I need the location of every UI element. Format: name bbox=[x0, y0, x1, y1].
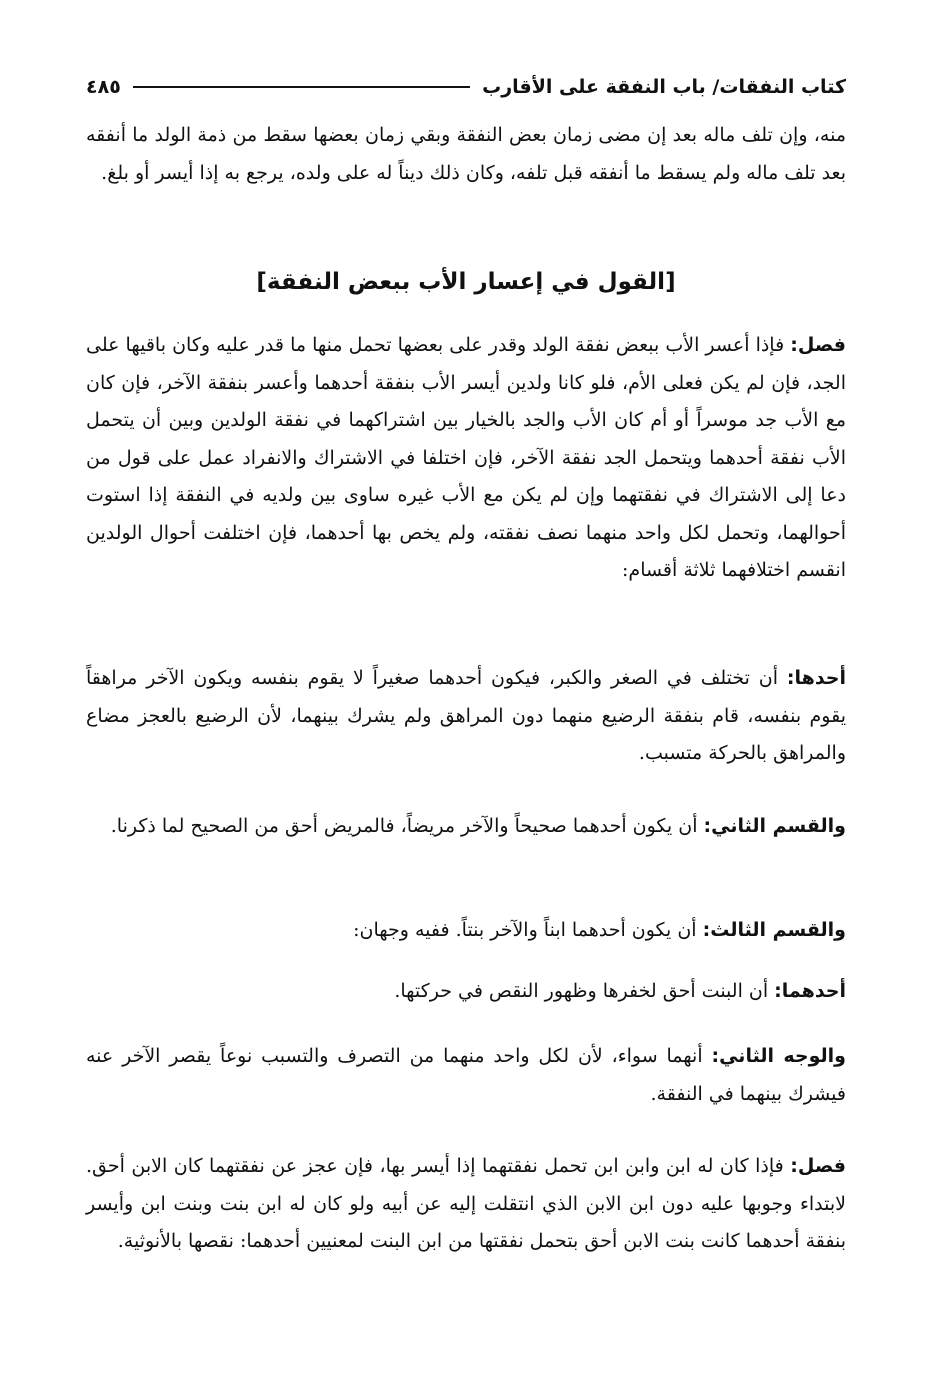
running-header bbox=[86, 70, 846, 104]
paragraph-lead: والقسم الثالث: bbox=[702, 919, 846, 941]
paragraph-text: أن يكون أحدهما صحيحاً والآخر مريضاً، فالمريض أحق من الصحيح لما ذكرنا. bbox=[110, 815, 704, 837]
paragraph-second-case bbox=[86, 808, 846, 846]
paragraph-text: أن البنت أحق لخفرها وظهور النقص في حركتها. bbox=[394, 980, 775, 1002]
paragraph-fasl-2 bbox=[86, 1148, 846, 1261]
paragraph-lead: فصل: bbox=[790, 334, 846, 356]
paragraph-text: فإذا أعسر الأب ببعض نفقة الولد وقدر على بعضها تحمل منها ما قدر عليه وكان باقيها على الجد، فإن لم يكن فعلى الأم، فلو كانا ولدين أيسر الأب بنفقة أحدهما وأعسر بنفقة الآخر، فإن كان مع الأب جد موسراً أو أم كان الأب والجد بالخيار بين اشتراكهما في نفقة الولدين وبين أن يتحمل الأب نفقة أحدهما ويتحمل الجد نفقة الآخر، فإن اختلفا في الاشتراك والانفراد عمل على قول من دعا إلى الاشتراك في نفقتهما وإن لم يكن مع الأب غيره ساوى بين ولديه في النفقة إذا استوت أحوالهما، وتحمل لكل واحد منهما نصف نفقته، ولم يخص بها أحدهما، فإن اختلفت أحوال الولدين انقسم اختلافهما ثلاثة أقسام: bbox=[86, 334, 846, 581]
page-number: ٤٨٥ bbox=[86, 76, 121, 98]
paragraph-lead: أحدها: bbox=[786, 667, 846, 689]
paragraph-lead: أحدهما: bbox=[774, 980, 846, 1002]
paragraph-first-case bbox=[86, 660, 846, 773]
paragraph-third-case bbox=[86, 912, 846, 950]
paragraph-text: أن تختلف في الصغر والكبر، فيكون أحدهما صغيراً لا يقوم بنفسه ويكون الآخر مراهقاً يقوم بنفسه، قام بنفقة الرضيع منهما دون المراهق ولم يشرك بينهما، لأن الرضيع بالعجز مضاع والمراهق بالحركة متسبب. bbox=[86, 667, 846, 764]
book-page bbox=[86, 0, 846, 1375]
section-heading: [القول في إعسار الأب ببعض النفقة] bbox=[256, 269, 676, 295]
paragraph-lead: فصل: bbox=[790, 1155, 846, 1177]
paragraph-first-view bbox=[86, 973, 846, 1011]
paragraph-text: فإذا كان له ابن وابن ابن تحمل نفقتهما إذا أيسر بها، فإن عجز عن نفقتهما كان الابن أحق. لابتداء وجوبها عليه دون ابن الابن الذي انتقلت إليه عن أبيه ولو كان له ابن بنت وبنت ابن وأيسر بنفقة أحدهما كانت بنت الابن أحق بتحمل نفقتها من ابن البنت لمعنيين أحدهما: نقصها بالأنوثية. bbox=[86, 1155, 846, 1252]
header-rule bbox=[133, 86, 470, 88]
paragraph-fasl-1 bbox=[86, 327, 846, 590]
intro-paragraph: منه، وإن تلف ماله بعد إن مضى زمان بعض النفقة وبقي زمان بعضها سقط من ذمة الولد ما أنفقه بعد تلف ماله ولم يسقط ما أنفقه قبل تلفه، وكان ذلك ديناً له على ولده، يرجع به إذا أيسر أو بلغ. bbox=[86, 124, 846, 184]
paragraph-text: أنهما سواء، لأن لكل واحد منهما من التصرف والتسبب نوعاً يقصر الآخر عنه فيشرك بينهما في النفقة. bbox=[86, 1045, 846, 1105]
header-title: كتاب النفقات/ باب النفقة على الأقارب bbox=[482, 76, 846, 98]
paragraph-text: أن يكون أحدهما ابناً والآخر بنتاً. ففيه وجهان: bbox=[353, 919, 703, 941]
paragraph-lead: والقسم الثاني: bbox=[703, 815, 846, 837]
paragraph-second-view bbox=[86, 1038, 846, 1113]
paragraph-lead: والوجه الثاني: bbox=[711, 1045, 846, 1067]
